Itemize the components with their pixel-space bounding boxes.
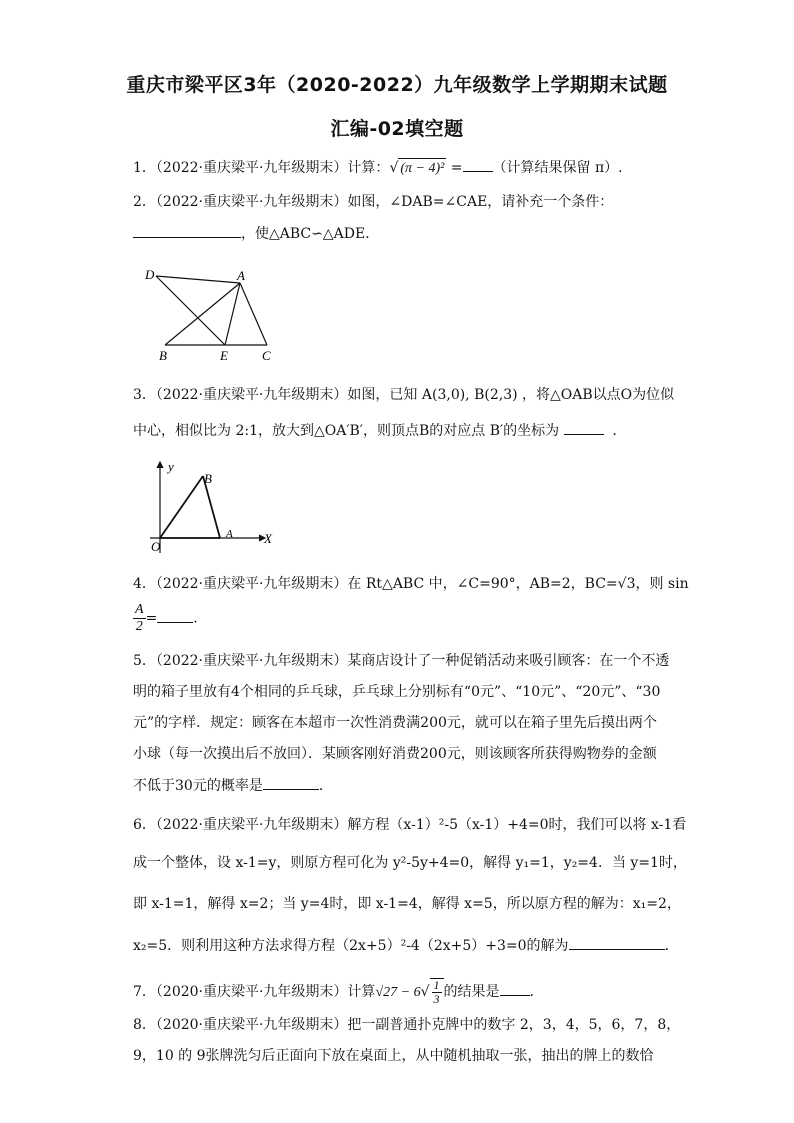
q2-triangle-figure xyxy=(140,265,280,365)
q6-line4-suffix: ． xyxy=(664,938,679,954)
q4-frac-num: A xyxy=(135,602,144,617)
question-5-line2: 明的箱子里放有4个相同的乒乓球，乒乓球上分别标有“0元”、“10元”、“20元”、“30 xyxy=(133,684,661,700)
q4-frac-den: 2 xyxy=(135,619,143,634)
q3-label-b: B xyxy=(204,471,212,486)
q5-answer-blank[interactable] xyxy=(263,775,319,790)
question-4-line2 xyxy=(133,602,198,635)
question-8-line2: 9，10 的 9张牌洗匀后正面向下放在桌面上，从中随机抽取一张，抽出的牌上的数恰 xyxy=(133,1048,654,1064)
q2-answer-blank[interactable] xyxy=(133,223,241,238)
q6-line4-prefix: x₂=5．则利用这种方法求得方程（2x+5）²-4（2x+5）+3=0的解为 xyxy=(133,938,569,954)
question-8-line1: 8．（2020·重庆梁平·九年级期末）把一副普通扑克牌中的数字 2，3，4，5，6，7，8， xyxy=(133,1017,681,1033)
q7-answer-blank[interactable] xyxy=(500,981,530,996)
page-title-line2: 汇编-02填空题 xyxy=(330,118,464,140)
question-3-line1: 3．（2022·重庆梁平·九年级期末）如图，已知 A(3,0), B(2,3) ，将△OAB以点O为位似 xyxy=(133,387,675,403)
q3-label-o: O xyxy=(151,539,161,554)
question-3-line2 xyxy=(133,420,627,441)
q7-suffix: 的结果是 xyxy=(443,984,500,1000)
q3-label-x: X xyxy=(264,531,272,546)
page-title-line1: 重庆市梁平区3年（2020-2022）九年级数学上学期期末试题 xyxy=(126,74,668,96)
q7-frac-num: 1 xyxy=(433,978,440,992)
q3-line2-prefix: 中心，相似比为 2:1，放大到△OA′B′，则顶点B的对应点 B′的坐标为 xyxy=(133,423,560,439)
question-6-line3: 即 x-1=1，解得 x=2；当 y=4时，即 x-1=4，解得 x=5，所以原方程的解为：x₁=2， xyxy=(133,896,681,912)
q5-line5-suffix: ． xyxy=(318,778,333,794)
q4-end: . xyxy=(193,610,198,627)
q7-expr-a: √27 − 6 xyxy=(375,985,421,1000)
q1-answer-blank[interactable] xyxy=(463,157,493,172)
q2-label-b: B xyxy=(159,348,167,363)
q7-end: ． xyxy=(529,984,544,1000)
question-6-line2: 成一个整体，设 x-1=y，则原方程可化为 y²-5y+4=0，解得 y₁=1，y₂=4．当 y=1时， xyxy=(133,855,687,871)
q2-label-e: E xyxy=(220,348,228,363)
question-1 xyxy=(133,157,623,179)
question-5-line3: 元”的字样．规定：顾客在本超市一次性消费满200元，就可以在箱子里先后摸出两个 xyxy=(133,715,657,731)
question-4-line1: 4．（2022·重庆梁平·九年级期末）在 Rt△ABC 中，∠C=90°，AB=2，BC=√3，则 sin xyxy=(133,576,689,592)
question-6-line4 xyxy=(133,935,679,956)
question-7 xyxy=(133,978,544,1006)
q3-label-a: A xyxy=(226,528,233,540)
q7-sqrt-symbol: √ xyxy=(420,984,430,1000)
question-5-line5 xyxy=(133,775,333,796)
q3-coordinate-figure xyxy=(140,456,285,556)
q2-line2-suffix: ，使△ABC∽△ADE． xyxy=(241,226,380,242)
q1-suffix: （计算结果保留 π）. xyxy=(492,160,623,176)
q1-radicand: (π − 4)² xyxy=(398,158,446,179)
q1-sqrt-symbol: √ xyxy=(389,160,399,176)
q2-label-d: D xyxy=(145,267,155,282)
q2-label-a: A xyxy=(237,268,245,283)
q7-frac-den: 3 xyxy=(433,992,440,1006)
q4-fraction xyxy=(133,602,146,635)
q5-line5-prefix: 不低于30元的概率是 xyxy=(133,778,263,794)
q3-answer-blank[interactable] xyxy=(564,420,604,435)
q2-label-c: C xyxy=(262,348,271,363)
question-6-line1: 6．（2022·重庆梁平·九年级期末）解方程（x-1）²-5（x-1）+4=0时，我们可以将 x-1看 xyxy=(133,817,687,833)
question-2-line1: 2．（2022·重庆梁平·九年级期末）如图，∠DAB=∠CAE，请补充一个条件： xyxy=(133,194,614,210)
q4-equals: = xyxy=(145,610,158,627)
q1-prefix: 1．（2022·重庆梁平·九年级期末）计算： xyxy=(133,160,390,176)
q1-equals: = xyxy=(446,160,463,176)
q4-answer-blank[interactable] xyxy=(157,608,193,623)
question-5-line1: 5．（2022·重庆梁平·九年级期末）某商店设计了一种促销活动来吸引顾客：在一个不透 xyxy=(133,653,670,669)
question-2-line2 xyxy=(133,223,379,244)
q3-line2-suffix: ． xyxy=(612,423,627,439)
question-5-line4: 小球（每一次摸出后不放回）．某顾客刚好消费200元，则该顾客所获得购物券的金额 xyxy=(133,746,657,762)
q7-fraction xyxy=(430,978,444,1006)
q6-answer-blank[interactable] xyxy=(569,935,665,950)
q3-label-y: y xyxy=(168,459,174,474)
q7-prefix: 7．（2020·重庆梁平·九年级期末）计算 xyxy=(133,984,376,1000)
